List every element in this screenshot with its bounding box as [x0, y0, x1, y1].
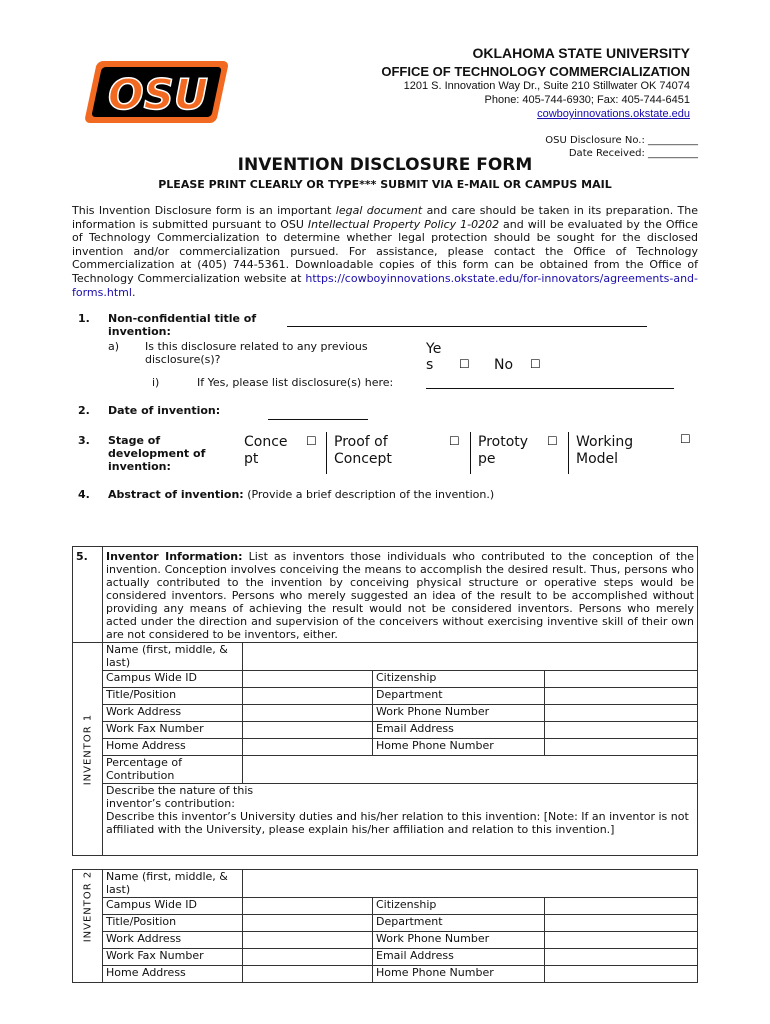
- work-phone-label: Work Phone Number: [373, 705, 545, 722]
- citizenship-field[interactable]: [545, 671, 698, 688]
- q1a-number: a): [108, 340, 120, 353]
- stage-model-line2: Model: [576, 451, 619, 467]
- work-address-field[interactable]: [243, 932, 373, 949]
- q4-number: 4.: [78, 488, 90, 501]
- work-fax-field[interactable]: [243, 722, 373, 739]
- home-address-label: Home Address: [103, 739, 243, 756]
- inventor1-table: [72, 546, 698, 856]
- home-address-field[interactable]: [243, 966, 373, 983]
- office-name: OFFICE OF TECHNOLOGY COMMERCIALIZATION: [381, 64, 690, 79]
- work-phone-field[interactable]: [545, 932, 698, 949]
- work-fax-label: Work Fax Number: [103, 722, 243, 739]
- inventor2-side-label: INVENTOR 2: [82, 870, 94, 943]
- q5-text: Inventor Information: List as inventors those individuals who contributed to the conception of the invention. Conception involves conceiving the means to accomplish the desired result. Thus, persons who actually contributed to the invention by conceiving physical structure or operative steps would be considered inventors. Persons who merely suggested an idea of the result to be accomplished without providing any means of achieving the result would not be considered inventors. Persons who merely acted under the direction and supervision of the conceivers without exercising inventive skill of their own are not considered to be inventors, either.: [103, 547, 698, 643]
- inventor2-table: [72, 869, 698, 983]
- department-label: Department: [373, 688, 545, 705]
- office-phone: Phone: 405-744-6930; Fax: 405-744-6451: [484, 94, 690, 106]
- yes-label-line1: Ye: [426, 341, 442, 357]
- forms-link[interactable]: https://cowboyinnovations.okstate.edu/for-innovators/agreements-and-forms.html: [72, 271, 698, 299]
- stage-prototype-line1: Prototy: [478, 434, 529, 450]
- contribution-cell[interactable]: [103, 784, 698, 856]
- campus-id-label: Campus Wide ID: [103, 671, 243, 688]
- name-field[interactable]: [243, 870, 698, 898]
- stage-model-line1: Working: [576, 434, 634, 450]
- duties-label: Describe this inventor’s University duties and his/her relation to this invention: [Note: If an inventor is not affiliated with the University, please explain his/her affiliation and relation to this invention.]: [106, 810, 689, 836]
- title-position-field[interactable]: [243, 688, 373, 705]
- work-address-label: Work Address: [103, 932, 243, 949]
- department-field[interactable]: [545, 688, 698, 705]
- q2-number: 2.: [78, 404, 90, 417]
- stage-prototype-checkbox[interactable]: ☐: [547, 434, 558, 448]
- nature-label: Describe the nature of this inventor’s contribution:: [106, 784, 254, 810]
- no-label: No: [494, 357, 514, 373]
- stage-proof-line1: Proof of: [334, 434, 388, 450]
- q3-label-line2: development of: [108, 447, 206, 460]
- title-position-field[interactable]: [243, 915, 373, 932]
- title-field[interactable]: [287, 326, 647, 327]
- email-field[interactable]: [545, 949, 698, 966]
- stage-divider: [568, 432, 569, 474]
- work-address-label: Work Address: [103, 705, 243, 722]
- form-title: INVENTION DISCLOSURE FORM: [237, 155, 533, 175]
- home-address-field[interactable]: [243, 739, 373, 756]
- citizenship-field[interactable]: [545, 898, 698, 915]
- stage-concept-line2: pt: [244, 451, 259, 467]
- home-address-label: Home Address: [103, 966, 243, 983]
- stage-divider: [470, 432, 471, 474]
- abstract-field[interactable]: [108, 506, 698, 542]
- work-fax-label: Work Fax Number: [103, 949, 243, 966]
- prior-disclosures-field[interactable]: [426, 388, 674, 389]
- campus-id-field[interactable]: [243, 898, 373, 915]
- yes-checkbox[interactable]: ☐: [459, 357, 470, 371]
- date-received: Date Received: __________: [568, 148, 698, 159]
- stage-concept-checkbox[interactable]: ☐: [306, 434, 317, 448]
- campus-id-field[interactable]: [243, 671, 373, 688]
- home-phone-field[interactable]: [545, 966, 698, 983]
- q3-label-line1: Stage of: [108, 434, 161, 447]
- office-address: 1201 S. Innovation Way Dr., Suite 210 Stillwater OK 74074: [403, 80, 690, 92]
- name-label: Name (first, middle, & last): [103, 643, 243, 671]
- stage-proof-checkbox[interactable]: ☐: [449, 434, 460, 448]
- stage-divider: [326, 432, 327, 474]
- stage-prototype-line2: pe: [478, 451, 496, 467]
- work-fax-field[interactable]: [243, 949, 373, 966]
- department-label: Department: [373, 915, 545, 932]
- work-phone-field[interactable]: [545, 705, 698, 722]
- office-website-link[interactable]: cowboyinnovations.okstate.edu: [537, 108, 690, 120]
- name-label: Name (first, middle, & last): [103, 870, 243, 898]
- stage-model-checkbox[interactable]: ☐: [680, 432, 691, 446]
- inventor1-side-cell: [73, 643, 103, 856]
- q1-label-line2: invention:: [108, 325, 171, 338]
- osu-logo: [80, 57, 230, 127]
- logo-lettering: OSU: [107, 70, 209, 119]
- q1i-number: i): [152, 376, 160, 389]
- q2-label: Date of invention:: [108, 404, 221, 417]
- q1a-line1: Is this disclosure related to any previous: [145, 340, 368, 353]
- form-subtitle: PLEASE PRINT CLEARLY OR TYPE*** SUBMIT VIA E-MAIL OR CAMPUS MAIL: [158, 178, 612, 191]
- title-label: Title/Position: [103, 688, 243, 705]
- yes-label-line2: s: [426, 357, 434, 373]
- invention-date-field[interactable]: [268, 419, 368, 420]
- department-field[interactable]: [545, 915, 698, 932]
- stage-proof-line2: Concept: [334, 451, 392, 467]
- inventor2-side-cell: [73, 870, 103, 983]
- q1i-text: If Yes, please list disclosure(s) here:: [197, 376, 394, 389]
- q1-number: 1.: [78, 312, 90, 325]
- q3-number: 3.: [78, 434, 90, 447]
- home-phone-label: Home Phone Number: [373, 739, 545, 756]
- intro-paragraph: This Invention Disclosure form is an important legal document and care should be taken in its preparation. The information is submitted pursuant to OSU Intellectual Property Policy 1-0202 and will be evaluated by the Office of Technology Commercialization to determine whether legal protection should be sought for the disclosed invention and/or commercialization pursued. For assistance, please contact the Office of Technology Commercialization at (405) 744-5361. Downloadable copies of this form can be obtained from the Office of Technology Commercialization website at https://cowboyinnovations.okstate.edu/for-innovators/agreements-and-forms.html.: [72, 204, 698, 299]
- email-label: Email Address: [373, 949, 545, 966]
- home-phone-label: Home Phone Number: [373, 966, 545, 983]
- disclosure-number: OSU Disclosure No.: __________: [545, 135, 698, 146]
- q1-label-line1: Non-confidential title of: [108, 312, 257, 325]
- stage-concept-line1: Conce: [244, 434, 288, 450]
- q3-label-line3: invention:: [108, 460, 171, 473]
- title-label: Title/Position: [103, 915, 243, 932]
- email-field[interactable]: [545, 722, 698, 739]
- home-phone-field[interactable]: [545, 739, 698, 756]
- work-phone-label: Work Phone Number: [373, 932, 545, 949]
- percentage-label: Percentage of Contribution: [103, 756, 243, 784]
- citizenship-label: Citizenship: [373, 671, 545, 688]
- percentage-field[interactable]: [243, 756, 698, 784]
- work-address-field[interactable]: [243, 705, 373, 722]
- email-label: Email Address: [373, 722, 545, 739]
- inventor1-side-label: INVENTOR 1: [82, 713, 94, 786]
- university-name: OKLAHOMA STATE UNIVERSITY: [472, 45, 690, 61]
- q1a-line2: disclosure(s)?: [145, 353, 221, 366]
- q4-text: Abstract of invention: (Provide a brief description of the invention.): [108, 488, 495, 501]
- campus-id-label: Campus Wide ID: [103, 898, 243, 915]
- citizenship-label: Citizenship: [373, 898, 545, 915]
- no-checkbox[interactable]: ☐: [530, 357, 541, 371]
- q5-number: 5.: [73, 547, 103, 643]
- name-field[interactable]: [243, 643, 698, 671]
